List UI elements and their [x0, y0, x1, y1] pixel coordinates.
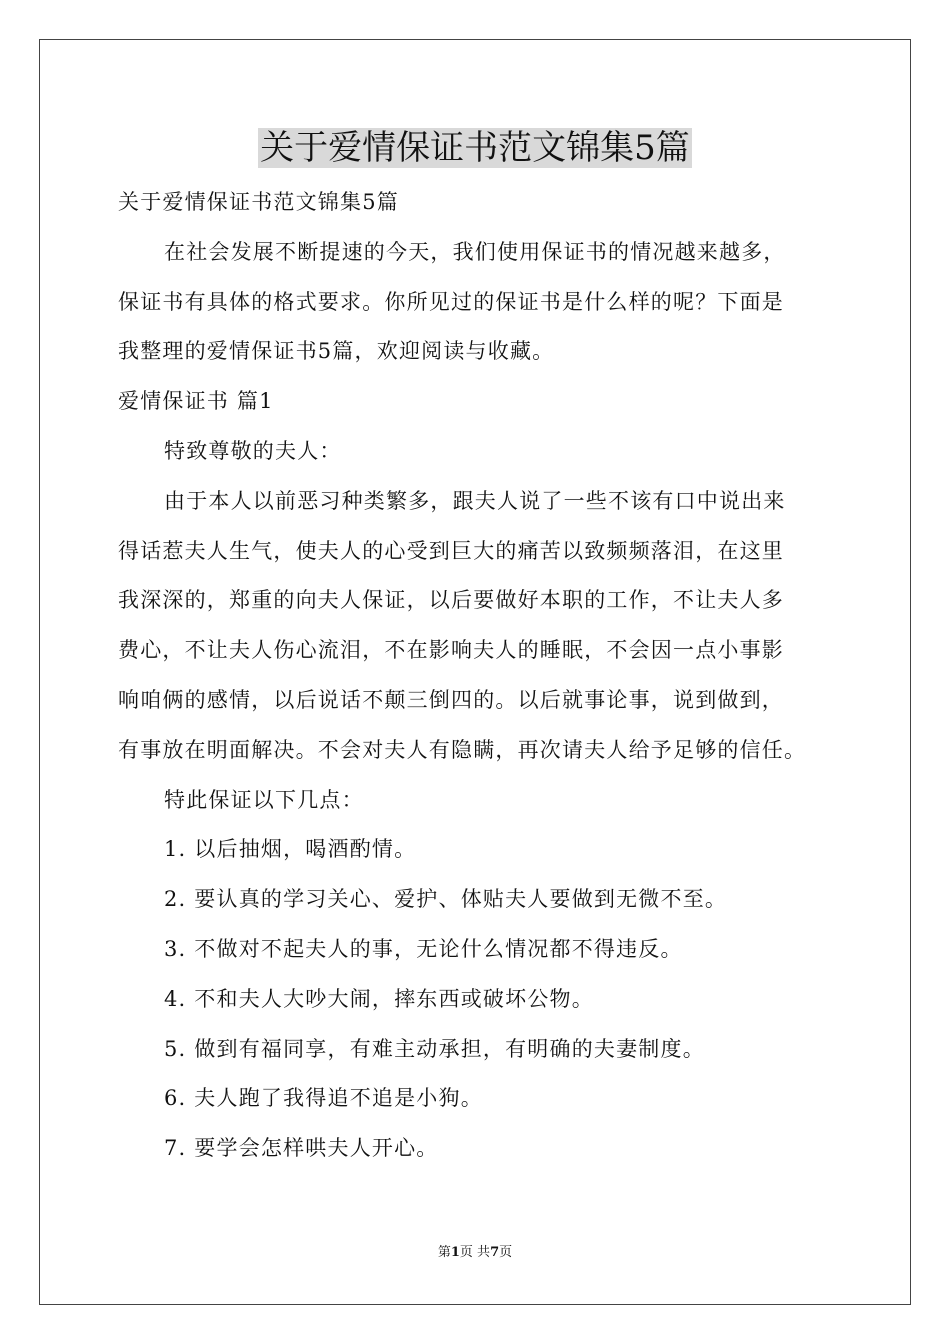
text-line: 特致尊敬的夫人：	[164, 438, 342, 463]
footer-page-current: 1	[450, 1245, 460, 1260]
text-line: 3. 不做对不起夫人的事，无论什么情况都不得违反。	[164, 936, 683, 961]
text-line: 5. 做到有福同享，有难主动承担，有明确的夫妻制度。	[164, 1036, 705, 1061]
page-footer	[0, 1243, 950, 1263]
text-line: 爱情保证书 篇1	[118, 389, 274, 414]
text-line: 有事放在明面解决。不会对夫人有隐瞒，再次请夫人给予足够的信任。	[118, 737, 807, 762]
text-line: 4. 不和夫人大吵大闹，摔东西或破坏公物。	[164, 986, 594, 1011]
text-line: 关于爱情保证书范文锦集5篇	[118, 190, 399, 214]
text-line: 我整理的爱情保证书5篇，欢迎阅读与收藏。	[118, 339, 555, 364]
text-line: 6. 夫人跑了我得追不追是小狗。	[164, 1086, 483, 1111]
text-line: 保证书有具体的格式要求。你所见过的保证书是什么样的呢？下面是	[118, 289, 784, 314]
text-line: 在社会发展不断提速的今天，我们使用保证书的情况越来越多，	[164, 239, 786, 264]
document-title	[0, 126, 950, 170]
footer-page-prefix: 第	[437, 1245, 451, 1260]
text-line: 响咱俩的感情，以后说话不颠三倒四的。以后就事论事，说到做到，	[118, 687, 784, 712]
text-line: 特此保证以下几点：	[164, 787, 364, 812]
footer-page-middle: 页 共	[459, 1245, 491, 1260]
text-line: 2. 要认真的学习关心、爱护、体贴夫人要做到无微不至。	[164, 887, 728, 912]
text-line: 由于本人以前恶习种类繁多，跟夫人说了一些不该有口中说出来	[164, 488, 786, 513]
footer-page-total: 7	[490, 1245, 500, 1260]
document-body	[118, 178, 858, 1174]
footer-page-suffix: 页	[499, 1245, 513, 1260]
text-line: 7. 要学会怎样哄夫人开心。	[164, 1136, 439, 1161]
text-line: 我深深的，郑重的向夫人保证，以后要做好本职的工作，不让夫人多	[118, 588, 784, 613]
text-line: 得话惹夫人生气，使夫人的心受到巨大的痛苦以致频频落泪，在这里	[118, 538, 784, 563]
text-line: 1. 以后抽烟，喝酒酌情。	[164, 837, 417, 862]
document-title-text: 关于爱情保证书范文锦集5篇	[260, 128, 690, 168]
text-line: 费心，不让夫人伤心流泪，不在影响夫人的睡眠，不会因一点小事影	[118, 638, 784, 663]
